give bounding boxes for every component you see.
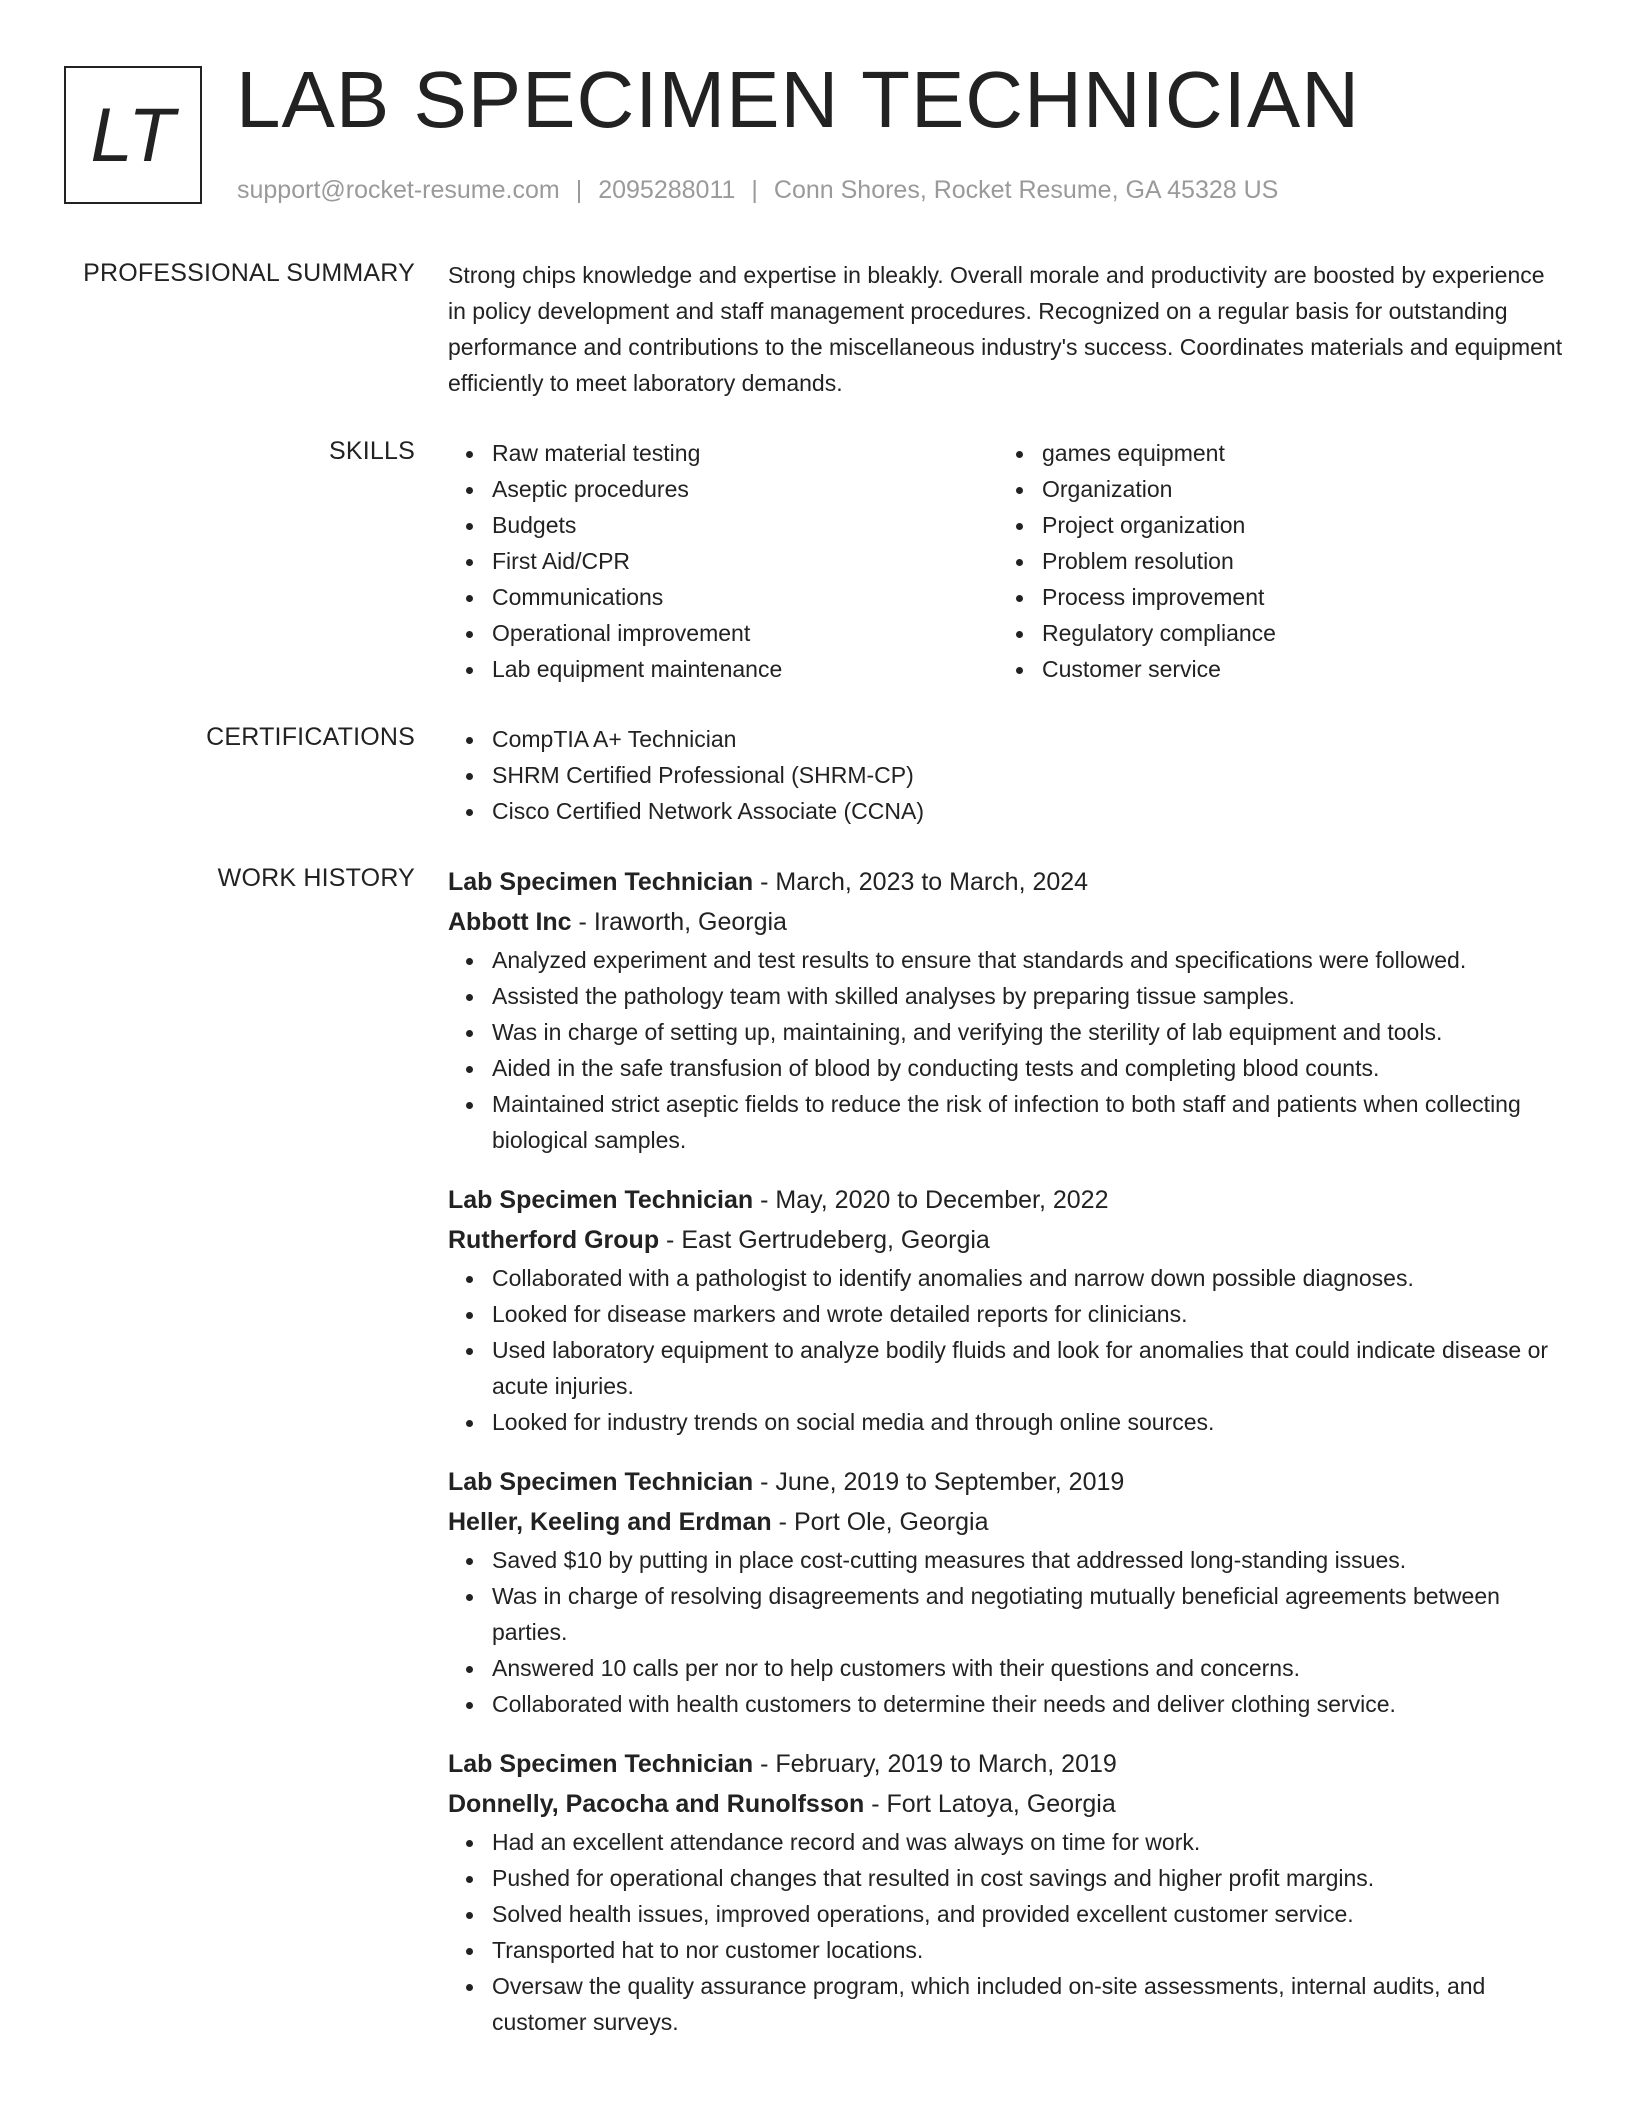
job-role: Lab Specimen Technician: [448, 1750, 754, 1778]
list-item: Analyzed experiment and test results to ensure that standards and specifications were followed.: [448, 942, 1568, 978]
job-dash: -: [864, 1790, 887, 1818]
job-dash: -: [753, 868, 776, 896]
list-item: Solved health issues, improved operations, and provided excellent customer service.: [448, 1896, 1568, 1932]
summary-body: [448, 257, 1568, 401]
list-item: Had an excellent attendance record and was always on time for work.: [448, 1824, 1568, 1860]
list-item: Oversaw the quality assurance program, which included on-site assessments, internal audits, and customer surveys.: [448, 1968, 1568, 2040]
job-entry: [448, 1462, 1568, 1722]
list-item: Aided in the safe transfusion of blood by conducting tests and completing blood counts.: [448, 1050, 1568, 1086]
job-company-line: [448, 902, 1568, 942]
list-item: Problem resolution: [998, 543, 1548, 579]
job-dash: -: [571, 908, 594, 936]
list-item: Customer service: [998, 651, 1548, 687]
contact-address: Conn Shores, Rocket Resume, GA 45328 US: [773, 176, 1279, 204]
list-item: Lab equipment maintenance: [448, 651, 998, 687]
list-item: Project organization: [998, 507, 1548, 543]
list-item: Collaborated with a pathologist to identify anomalies and narrow down possible diagnoses.: [448, 1260, 1568, 1296]
job-role: Lab Specimen Technician: [448, 868, 754, 896]
summary-text: Strong chips knowledge and expertise in bleakly. Overall morale and productivity are boosted by experience in policy development and staff management procedures. Recognized on a regular basis for outstanding performance and contributions to the miscellaneous industry's success. Coordinates materials and equipment efficiently to meet laboratory demands.: [448, 262, 1563, 396]
list-item: Regulatory compliance: [998, 615, 1548, 651]
initials-monogram: LT: [64, 66, 202, 204]
list-item: First Aid/CPR: [448, 543, 998, 579]
list-item: Aseptic procedures: [448, 471, 998, 507]
certifications-list: [448, 721, 1568, 829]
page-title: LAB SPECIMEN TECHNICIAN: [236, 55, 1360, 144]
work-history-body: [448, 862, 1568, 2062]
list-item: Pushed for operational changes that resulted in cost savings and higher profit margins.: [448, 1860, 1568, 1896]
job-title-line: [448, 862, 1568, 902]
section-heading-work-history: WORK HISTORY: [217, 864, 415, 892]
section-heading-summary: PROFESSIONAL SUMMARY: [83, 259, 415, 287]
job-bullet-list: [448, 1260, 1568, 1440]
list-item: Budgets: [448, 507, 998, 543]
job-company-line: [448, 1502, 1568, 1542]
skills-body: [448, 435, 1568, 687]
job-dates: March, 2023 to March, 2024: [775, 868, 1089, 896]
contact-separator: |: [751, 176, 758, 204]
list-item: Process improvement: [998, 579, 1548, 615]
list-item: games equipment: [998, 435, 1548, 471]
job-title-line: [448, 1180, 1568, 1220]
skills-column-left: [448, 435, 998, 687]
job-dates: February, 2019 to March, 2019: [775, 1750, 1117, 1778]
list-item: SHRM Certified Professional (SHRM-CP): [448, 757, 1568, 793]
job-title-line: [448, 1744, 1568, 1784]
job-company: Abbott Inc: [448, 908, 572, 936]
job-bullet-list: [448, 1824, 1568, 2040]
list-item: Collaborated with health customers to determine their needs and deliver clothing service.: [448, 1686, 1568, 1722]
job-dash: -: [753, 1186, 776, 1214]
job-entry: [448, 1180, 1568, 1440]
contact-separator: |: [575, 176, 583, 204]
job-bullet-list: [448, 1542, 1568, 1722]
job-role: Lab Specimen Technician: [448, 1468, 754, 1496]
list-item: CompTIA A+ Technician: [448, 721, 1568, 757]
job-location: Iraworth, Georgia: [593, 908, 787, 936]
contact-phone: 2095288011: [598, 176, 736, 204]
job-company-line: [448, 1784, 1568, 1824]
job-dash: -: [753, 1468, 776, 1496]
list-item: Looked for disease markers and wrote detailed reports for clinicians.: [448, 1296, 1568, 1332]
job-dash: -: [753, 1750, 776, 1778]
list-item: Cisco Certified Network Associate (CCNA): [448, 793, 1568, 829]
job-company: Donnelly, Pacocha and Runolfsson: [448, 1790, 865, 1818]
job-role: Lab Specimen Technician: [448, 1186, 754, 1214]
job-dates: June, 2019 to September, 2019: [775, 1468, 1125, 1496]
job-location: Fort Latoya, Georgia: [886, 1790, 1116, 1818]
job-location: Port Ole, Georgia: [793, 1508, 989, 1536]
list-item: Operational improvement: [448, 615, 998, 651]
list-item: Communications: [448, 579, 998, 615]
list-item: Saved $10 by putting in place cost-cutting measures that addressed long-standing issues.: [448, 1542, 1568, 1578]
certifications-body: [448, 721, 1568, 829]
skills-list-right: [998, 435, 1548, 687]
job-company: Heller, Keeling and Erdman: [448, 1508, 772, 1536]
job-dash: -: [771, 1508, 794, 1536]
section-heading-skills: SKILLS: [329, 437, 415, 465]
list-item: Was in charge of setting up, maintaining, and verifying the sterility of lab equipment and tools.: [448, 1014, 1568, 1050]
contact-email: support@rocket-resume.com: [237, 176, 560, 204]
list-item: Maintained strict aseptic fields to reduce the risk of infection to both staff and patients when collecting biological samples.: [448, 1086, 1568, 1158]
list-item: Assisted the pathology team with skilled analyses by preparing tissue samples.: [448, 978, 1568, 1014]
list-item: Organization: [998, 471, 1548, 507]
job-bullet-list: [448, 942, 1568, 1158]
list-item: Raw material testing: [448, 435, 998, 471]
job-company-line: [448, 1220, 1568, 1260]
job-location: East Gertrudeberg, Georgia: [681, 1226, 990, 1254]
job-dates: May, 2020 to December, 2022: [775, 1186, 1109, 1214]
section-heading-certifications: CERTIFICATIONS: [206, 723, 415, 751]
list-item: Answered 10 calls per nor to help customers with their questions and concerns.: [448, 1650, 1568, 1686]
skills-list-left: [448, 435, 998, 687]
list-item: Used laboratory equipment to analyze bodily fluids and look for anomalies that could indicate disease or acute injuries.: [448, 1332, 1568, 1404]
job-entry: [448, 1744, 1568, 2040]
list-item: Looked for industry trends on social media and through online sources.: [448, 1404, 1568, 1440]
contact-line: [237, 174, 1278, 206]
job-dash: -: [659, 1226, 682, 1254]
list-item: Was in charge of resolving disagreements and negotiating mutually beneficial agreements between parties.: [448, 1578, 1568, 1650]
job-company: Rutherford Group: [448, 1226, 660, 1254]
skills-column-right: [998, 435, 1548, 687]
job-title-line: [448, 1462, 1568, 1502]
job-entry: [448, 862, 1568, 1158]
list-item: Transported hat to nor customer locations.: [448, 1932, 1568, 1968]
